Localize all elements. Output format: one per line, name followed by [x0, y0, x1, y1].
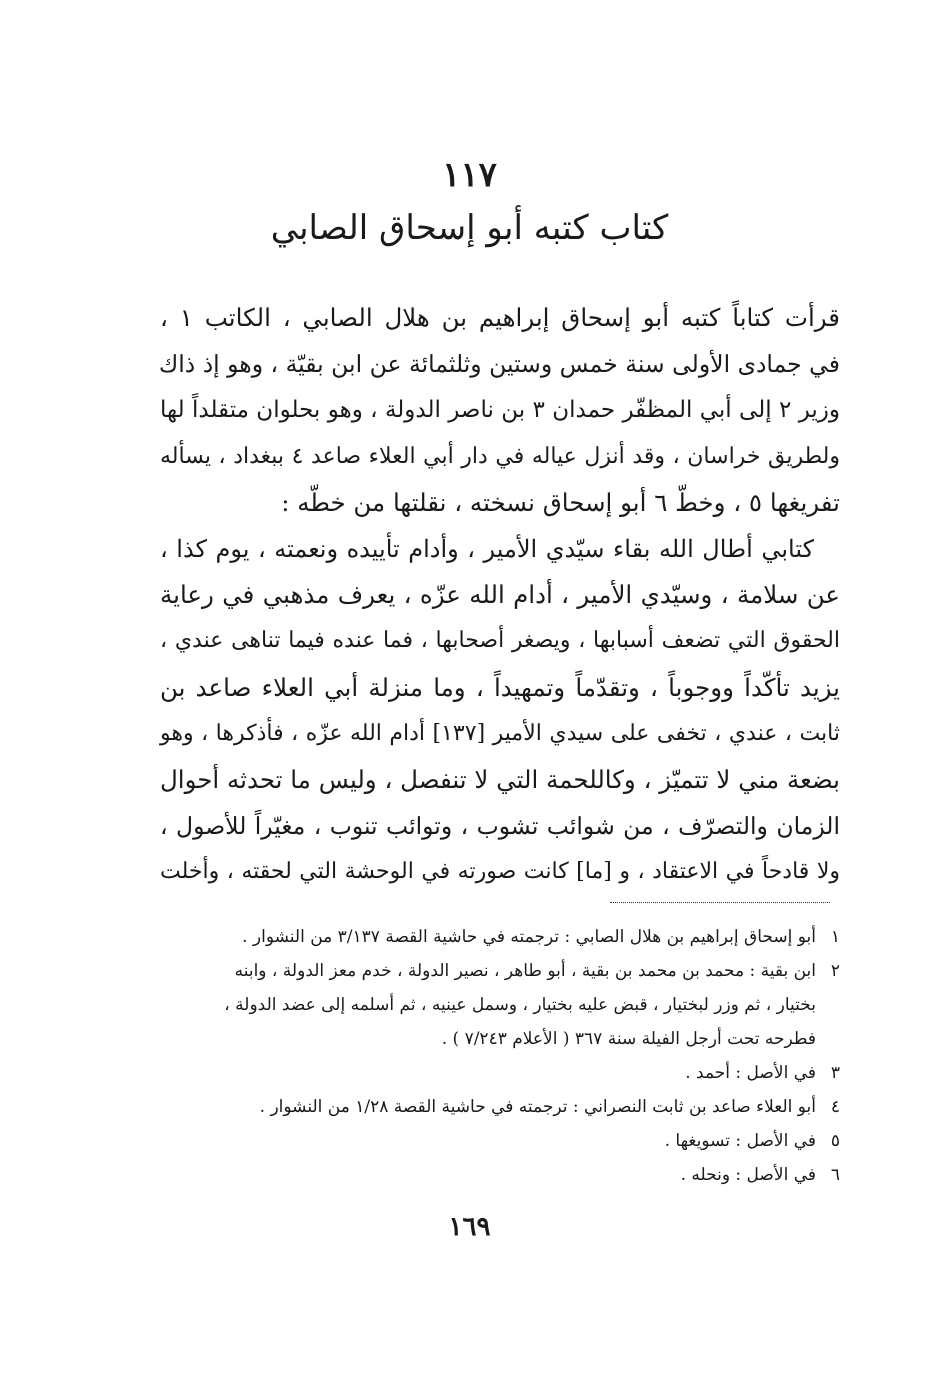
footnote-number: ٤	[830, 1097, 840, 1117]
footnote	[160, 920, 840, 954]
footnote-text: ابن بقية : محمد بن محمد بن بقية ، أبو طاهر ، نصير الدولة ، خدم معز الدولة ، وابنه	[234, 961, 816, 981]
text-line: ولا قادحاً في الاعتقاد ، و [ما] كانت صورته في الوحشة التي لحقته ، وأخلت	[160, 859, 840, 885]
text-line: يزيد تأكّداً ووجوباً ، وتقدّماً وتمهيداً ، وما منزلة أبي العلاء صاعد بن	[160, 672, 840, 702]
footnote-divider	[610, 902, 830, 903]
footnote-text: أبو العلاء صاعد بن ثابت النصراني : ترجمته في حاشية القصة ١/٢٨ من النشوار .	[259, 1097, 816, 1117]
text-line: تفريغها ٥ ، وخطّ ٦ أبو إسحاق نسخته ، نقلتها من خطّه :	[281, 487, 840, 517]
text-line: وزير ٢ إلى أبي المظفّر حمدان ٣ بن ناصر الدولة ، وهو بحلوان متقلداً لها	[160, 397, 840, 424]
page-number: ١٦٩	[448, 1212, 491, 1242]
footnote-text: في الأصل : تسويغها .	[664, 1131, 816, 1151]
text-line: الزمان والتصرّف ، من شوائب تشوب ، وتوائب تنوب ، مغيّراً للأصول ،	[160, 812, 840, 841]
footnote-text: فطرحه تحت أرجل الفيلة سنة ٣٦٧ ( الأعلام ٧/٢٤٣ ) .	[441, 1029, 816, 1049]
text-line: ولطريق خراسان ، وقد أنزل عياله في دار أبي العلاء صاعد ٤ ببغداد ، يسأله	[160, 443, 840, 469]
footnote-number: ٣	[830, 1063, 840, 1083]
footnote	[160, 1090, 840, 1124]
footnote	[160, 1124, 840, 1158]
footnote	[160, 1056, 840, 1090]
footnote	[160, 954, 840, 1056]
footnote	[160, 1158, 840, 1192]
footnote-text: أبو إسحاق إبراهيم بن هلال الصابي : ترجمته في حاشية القصة ٣/١٣٧ من النشوار .	[242, 927, 816, 947]
text-line: كتابي أطال الله بقاء سيّدي الأمير ، وأدام تأييده ونعمته ، يوم كذا ،	[160, 534, 814, 563]
footnote-text: في الأصل : أحمد .	[685, 1063, 816, 1083]
footnote-text: في الأصل : ونحله .	[680, 1165, 816, 1185]
footnote-number: ٢	[830, 961, 840, 981]
section-title: كتاب كتبه أبو إسحاق الصابي	[270, 208, 669, 248]
main-text	[160, 295, 840, 895]
text-line: قرأت كتاباً كتبه أبو إسحاق إبراهيم بن هلال الصابي ، الكاتب ١ ،	[160, 303, 840, 332]
footnote-number: ١	[830, 927, 840, 947]
text-line: عن سلامة ، وسيّدي الأمير ، أدام الله عزّه ، يعرف مذهبي في رعاية	[160, 580, 840, 610]
footnote-text: بختيار ، ثم وزر لبختيار ، قبض عليه بختيار ، وسمل عينيه ، ثم أسلمه إلى عضد الدولة ،	[224, 995, 816, 1015]
footnotes	[160, 920, 840, 1192]
section-number: ١١٧	[442, 155, 497, 195]
text-line: بضعة مني لا تتميّز ، وكاللحمة التي لا تنفصل ، وليس ما تحدثه أحوال	[160, 764, 840, 794]
footnote-number: ٥	[830, 1131, 840, 1151]
footnote-number: ٦	[830, 1165, 840, 1185]
text-line: في جمادى الأولى سنة خمس وستين وثلثمائة عن ابن بقيّة ، وهو إذ ذاك	[158, 350, 840, 379]
text-line: الحقوق التي تضعف أسبابها ، ويصغر أصحابها ، فما عنده فيما تناهى عندي ،	[160, 628, 840, 654]
text-line: ثابت ، عندي ، تخفى على سيدي الأمير [١٣٧] أدام الله عزّه ، فأذكرها ، وهو	[160, 720, 840, 746]
